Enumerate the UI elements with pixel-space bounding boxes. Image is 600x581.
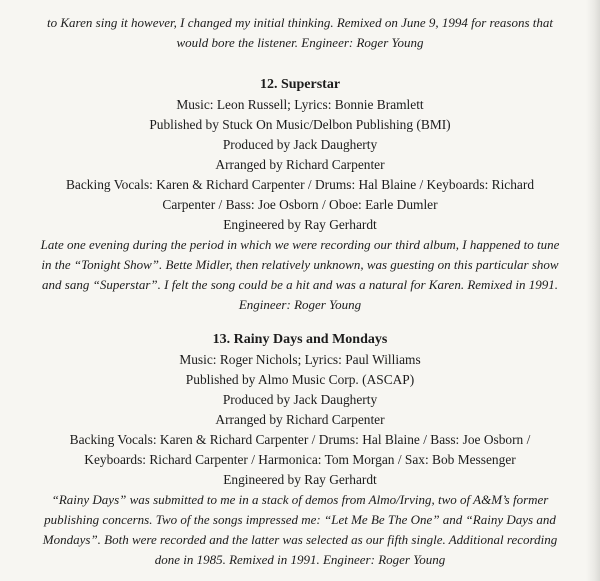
track-title: 12. Superstar (259, 77, 341, 92)
note-line: Mondays”. Both were recorded and the latter was selected as our fifth single. Additional recording (42, 532, 558, 547)
intro-line: would bore the listener. Engineer: Roger Young (176, 35, 424, 50)
credit-line: Produced by Jack Daugherty (222, 137, 378, 152)
credit-line: Engineered by Ray Gerhardt (223, 472, 377, 487)
credit-line: Keyboards: Richard Carpenter / Harmonica: Tom Morgan / Sax: Bob Messenger (84, 452, 516, 467)
credit-line: Engineered by Ray Gerhardt (223, 217, 377, 232)
intro-line: to Karen sing it however, I changed my initial thinking. Remixed on June 9, 1994 for reasons that (47, 15, 553, 30)
note-line: in the “Tonight Show”. Bette Midler, then relatively unknown, was guesting on this particular show (41, 257, 559, 272)
note-line: and sang “Superstar”. I felt the song could be a hit and was a natural for Karen. Remixed in 1991. (42, 277, 558, 292)
note-line: “Rainy Days” was submitted to me in a stack of demos from Almo/Irving, two of A&M’s former (51, 492, 549, 507)
note-line: Engineer: Roger Young (238, 297, 362, 312)
credit-line: Published by Almo Music Corp. (ASCAP) (185, 372, 415, 387)
credit-line: Music: Roger Nichols; Lyrics: Paul Williams (179, 352, 421, 367)
credit-line: Backing Vocals: Karen & Richard Carpenter / Drums: Hal Blaine / Keyboards: Richard (65, 177, 535, 192)
note-line: done in 1985. Remixed in 1991. Engineer: Roger Young (154, 552, 446, 567)
credit-line: Backing Vocals: Karen & Richard Carpenter / Drums: Hal Blaine / Bass: Joe Osborn / (69, 432, 531, 447)
track-title: 13. Rainy Days and Mondays (212, 332, 388, 347)
credit-line: Arranged by Richard Carpenter (215, 412, 385, 427)
credit-line: Produced by Jack Daugherty (222, 392, 378, 407)
credit-line: Carpenter / Bass: Joe Osborn / Oboe: Earle Dumler (162, 197, 438, 212)
note-line: publishing concerns. Two of the songs impressed me: “Let Me Be The One” and “Rainy Days and (44, 512, 556, 527)
credit-line: Published by Stuck On Music/Delbon Publishing (BMI) (149, 117, 451, 132)
note-line: Late one evening during the period in which we were recording our third album, I happened to tune (40, 237, 560, 252)
credit-line: Music: Leon Russell; Lyrics: Bonnie Bramlett (176, 97, 424, 112)
credit-line: Arranged by Richard Carpenter (215, 157, 385, 172)
